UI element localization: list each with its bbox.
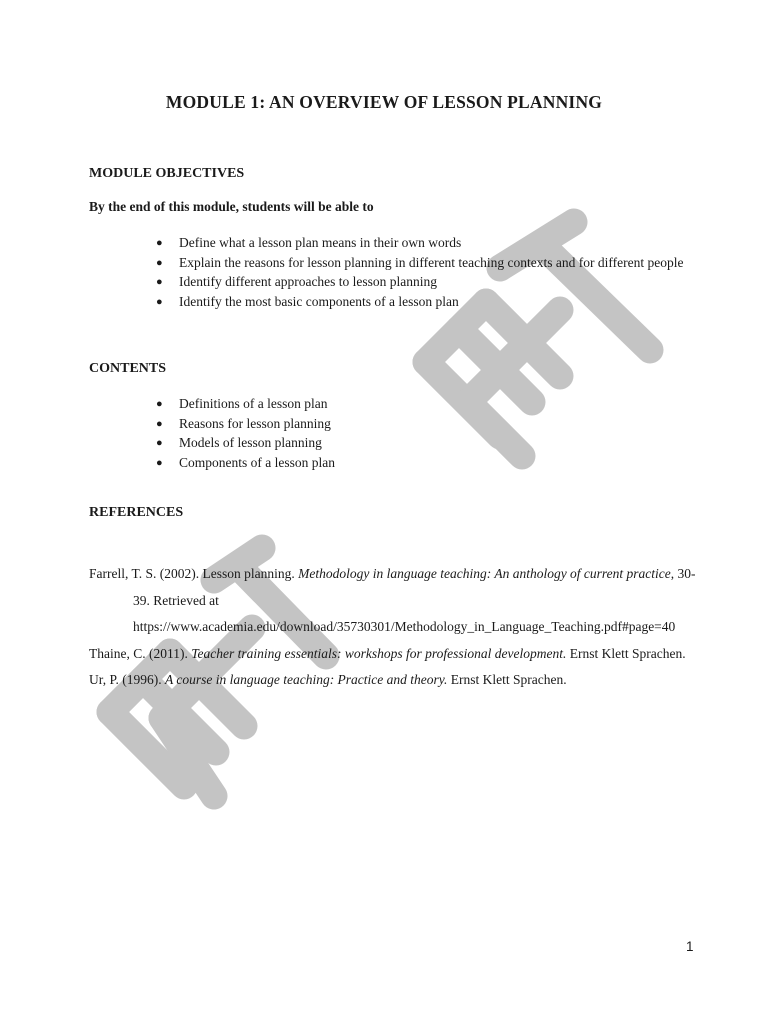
list-item: [0, 415, 768, 433]
bullet-icon: ●: [156, 295, 163, 308]
contents-heading: CONTENTS: [89, 361, 167, 376]
page-number: 1: [686, 939, 694, 954]
contents-list: [0, 395, 768, 473]
list-item: [0, 454, 768, 472]
reference-entry: Farrell, T. S. (2002). Lesson planning. Methodology in language teaching: An anthology of current practice, 30-39. Retrieved at https://www.academia.edu/download/35730301/Methodology_in_Language_Teaching.pdf#page=40: [89, 566, 696, 634]
reference-entry: Thaine, C. (2011). Teacher training essentials: workshops for professional development. Ernst Klett Sprachen.: [89, 645, 686, 661]
reference-entry: Ur, P. (1996). A course in language teaching: Practice and theory. Ernst Klett Sprachen.: [89, 672, 567, 687]
bullet-icon: ●: [156, 256, 163, 269]
list-item: [0, 395, 768, 413]
list-item-text: Models of lesson planning: [179, 435, 322, 450]
list-item-text: Components of a lesson plan: [179, 454, 335, 470]
references-list: [89, 561, 709, 694]
objectives-list: [0, 234, 768, 312]
list-item-text: Reasons for lesson planning: [179, 415, 331, 431]
bullet-icon: ●: [156, 237, 163, 249]
list-item-text: Identify the most basic components of a lesson plan: [179, 293, 459, 309]
list-item: [0, 273, 768, 291]
bullet-icon: ●: [156, 276, 163, 288]
page-title: MODULE 1: AN OVERVIEW OF LESSON PLANNING: [165, 92, 603, 112]
bullet-icon: ●: [156, 437, 163, 449]
reference-url[interactable]: https://www.academia.edu/download/35730301/Methodology_in_Language_Teaching.pdf#page=40: [133, 619, 676, 634]
objectives-lead: By the end of this module, students will be able to: [89, 199, 374, 214]
bullet-icon: ●: [156, 456, 163, 469]
bullet-icon: ●: [156, 398, 163, 410]
list-item: [0, 434, 768, 452]
list-item: [0, 293, 768, 311]
objectives-heading: MODULE OBJECTIVES: [89, 166, 245, 181]
list-item: [0, 254, 768, 272]
references-heading: REFERENCES: [89, 505, 184, 520]
bullet-icon: ●: [156, 417, 163, 430]
list-item-text: Definitions of a lesson plan: [179, 396, 328, 411]
list-item-text: Define what a lesson plan means in their own words: [179, 235, 462, 250]
list-item: [0, 234, 768, 252]
list-item-text: Explain the reasons for lesson planning in different teaching contexts and for different people: [179, 254, 684, 270]
list-item-text: Identify different approaches to lesson planning: [179, 274, 438, 289]
